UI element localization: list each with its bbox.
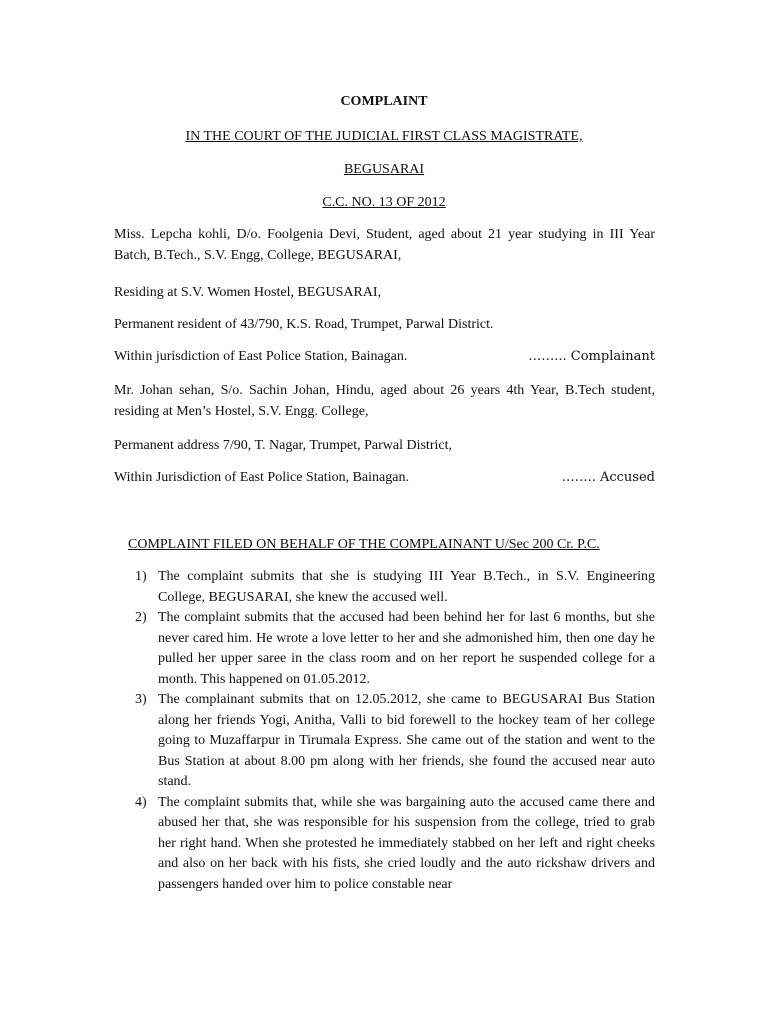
point-text: The complainant submits that on 12.05.2012, she came to BEGUSARAI Bus Station along her friends Yogi, Anitha, Valli to bid forewell to the hockey team of her college going to Muzaffarpur in Tirumala Express. She came out of the station and went to the Bus Station at about 8.00 pm along with her friends, she found the accused near auto stand.	[158, 692, 655, 789]
list-item	[114, 608, 655, 690]
list-item	[114, 567, 655, 608]
complainant-residence: Residing at S.V. Women Hostel, BEGUSARAI,	[114, 285, 382, 300]
complainant-jurisdiction: Within jurisdiction of East Police Station, Bainagan.	[114, 349, 408, 364]
point-text: The complaint submits that the accused had been behind her for last 6 months, but she never cared him. He wrote a love letter to her and she admonished him, then one day he pulled her upper saree in the class room and on her report he suspended college for a month. This happened on 01.05.2012.	[158, 610, 655, 687]
accused-permanent-address: Permanent address 7/90, T. Nagar, Trumpet, Parwal District,	[114, 438, 452, 453]
complainant-role-label	[528, 347, 655, 368]
complaint-points-list	[114, 567, 655, 895]
point-number: 2)	[135, 610, 147, 625]
accused-role-label	[562, 468, 655, 489]
case-number: C.C. NO. 13 OF 2012	[322, 195, 446, 210]
document-title: COMPLAINT	[340, 94, 428, 109]
complainant-permanent-address: Permanent resident of 43/790, K.S. Road, Trumpet, Parwal District.	[114, 317, 494, 332]
point-text: The complaint submits that she is studying III Year B.Tech., in S.V. Engineering College, BEGUSARAI, she knew the accused well.	[158, 569, 655, 605]
complaint-section-heading: COMPLAINT FILED ON BEHALF OF THE COMPLAINANT U/Sec 200 Cr. P.C.	[128, 537, 600, 552]
court-place: BEGUSARAI	[343, 162, 425, 177]
accused-role: Accused	[599, 470, 655, 485]
point-number: 1)	[135, 569, 147, 584]
accused-dots: ……..	[561, 470, 596, 485]
list-item	[114, 690, 655, 793]
point-text: The complaint submits that, while she was bargaining auto the accused came there and abused her that, she was responsible for his suspension from the college, tried to grab her right hand. When she protested he immediately stabbed on her left and right cheeks and also on her back with his fists, she cried loudly and the auto rickshaw drivers and passengers handed over him to police constable near	[158, 794, 655, 892]
court-name: IN THE COURT OF THE JUDICIAL FIRST CLASS MAGISTRATE,	[185, 129, 583, 144]
accused-jurisdiction: Within Jurisdiction of East Police Station, Bainagan.	[114, 470, 409, 485]
list-item	[114, 793, 655, 896]
complainant-details: Miss. Lepcha kohli, D/o. Foolgenia Devi, Student, aged about 21 year studying in III Year Batch, B.Tech., S.V. Engg, College, BEGUSARAI,	[114, 227, 655, 263]
accused-details: Mr. Johan sehan, S/o. Sachin Johan, Hindu, aged about 26 years 4th Year, B.Tech student, residing at Men’s Hostel, S.V. Engg. College,	[114, 383, 655, 419]
point-number: 3)	[135, 692, 147, 707]
point-number: 4)	[135, 794, 147, 810]
complainant-jurisdiction-line	[114, 347, 655, 368]
accused-jurisdiction-line	[114, 468, 655, 489]
complainant-role: Complainant	[570, 349, 655, 364]
complainant-dots: ……...	[528, 349, 567, 364]
